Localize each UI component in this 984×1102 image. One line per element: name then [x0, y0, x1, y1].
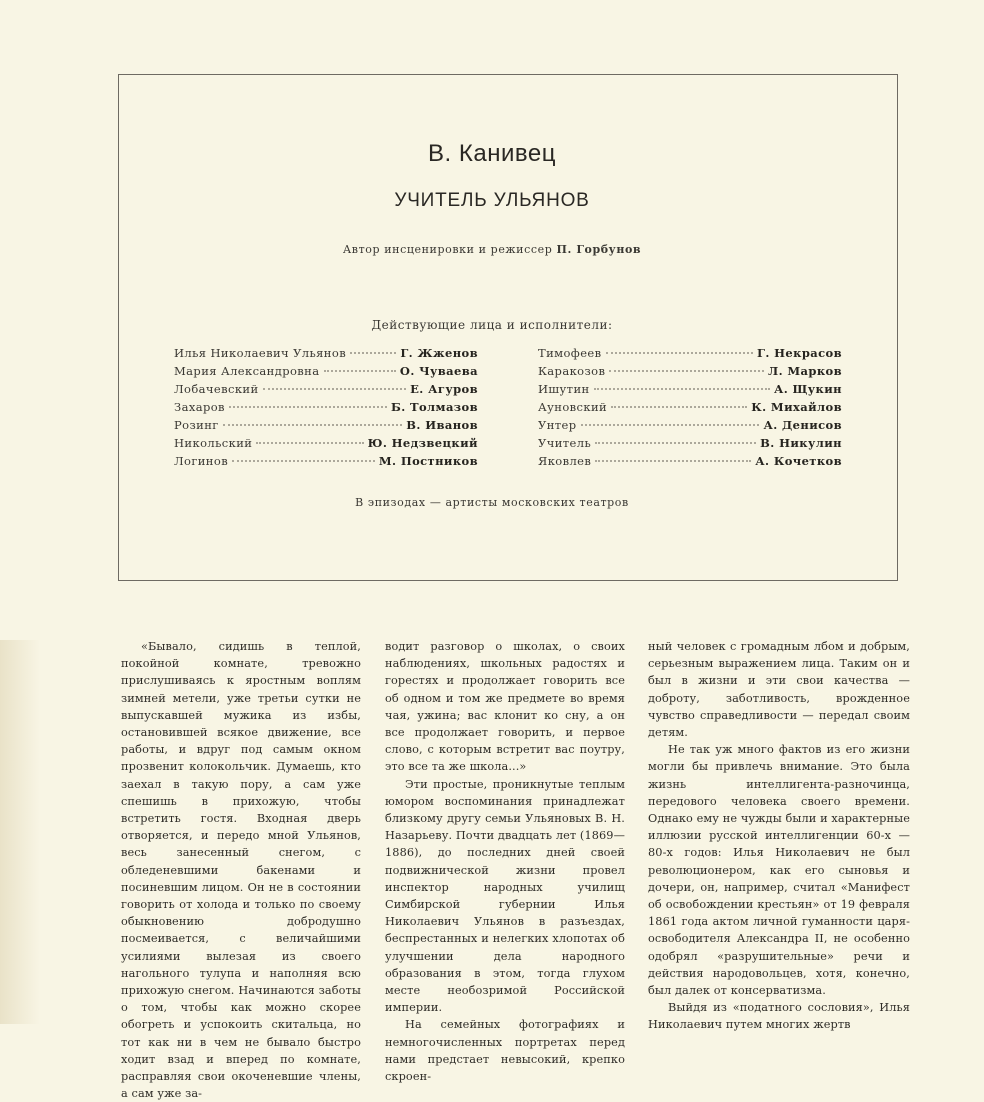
leader-dots — [581, 423, 760, 426]
author-name: В. Канивец — [428, 140, 556, 167]
leader-dots — [609, 369, 764, 372]
leader-dots — [350, 351, 396, 354]
actor: О. Чуваева — [399, 364, 478, 378]
cast-row — [538, 418, 842, 436]
article-column-2 — [385, 638, 625, 1085]
actor: К. Михайлов — [751, 400, 842, 414]
actor: М. Постников — [378, 454, 478, 468]
leader-dots — [223, 423, 403, 426]
leader-dots — [594, 387, 770, 390]
role: Логинов — [174, 454, 229, 468]
actor: Л. Марков — [768, 364, 842, 378]
actor: Е. Агуров — [410, 382, 478, 396]
leader-dots — [595, 459, 751, 462]
cast-row — [174, 400, 478, 418]
leader-dots — [232, 459, 375, 462]
actor: Б. Толмазов — [390, 400, 478, 414]
cast-row — [538, 400, 842, 418]
director-label: Автор инсценировки и режиссер — [342, 243, 553, 256]
article-paragraph: На семейных фотографиях и немногочисленных портретах перед нами предстает невысокий, крепко скроен- — [385, 1018, 625, 1084]
actor: А. Кочетков — [755, 454, 842, 468]
role: Ишутин — [538, 382, 590, 396]
cast-row — [174, 418, 478, 436]
role: Яковлев — [538, 454, 592, 468]
role: Илья Николаевич Ульянов — [174, 346, 347, 360]
cast-row — [538, 382, 842, 400]
cast-list-right — [538, 346, 842, 472]
role: Унтер — [538, 418, 577, 432]
leader-dots — [263, 387, 407, 390]
leader-dots — [256, 441, 363, 444]
article-paragraph: ный человек с громадным лбом и добрым, серьезным выражением лица. Таким он и был в жизни и эти свои качества — доброту, заботливость, врожденное чувство справедливости — передал своим детям. — [648, 640, 910, 740]
article-paragraph: Выйдя из «податного сословия», Илья Николаевич путем многих жертв — [648, 1001, 910, 1032]
cast-row — [538, 364, 842, 382]
article-column-3 — [648, 638, 910, 1034]
actor: В. Никулин — [760, 436, 842, 450]
cast-row — [174, 364, 478, 382]
article-paragraph: Эти простые, проникнутые теплым юмором воспоминания принадлежат близкому другу семьи Ульяновых В. Н. Назарьеву. Почти двадцать лет (1869—1886), до последних дней своей подвижнической жизни провел инспектор народных училищ Симбирской губернии Илья Николаевич Ульянов в разъездах, беспрестанных и нелегких хлопотах об улучшении дела народного образования в этом, тогда глухом месте необозримой Российской империи. — [385, 777, 625, 1015]
role: Учитель — [538, 436, 592, 450]
actor: А. Щукин — [773, 382, 842, 396]
leader-dots — [611, 405, 747, 408]
cast-row — [174, 454, 478, 472]
role: Лобачевский — [174, 382, 259, 396]
cast-row — [538, 454, 842, 472]
actor: Г. Некрасов — [757, 346, 842, 360]
cast-list-left — [174, 346, 478, 472]
leader-dots — [229, 405, 387, 408]
actor: Г. Жженов — [400, 346, 478, 360]
article-column-1 — [121, 638, 361, 1102]
cast-row — [174, 382, 478, 400]
actor: А. Денисов — [763, 418, 842, 432]
role: Ауновский — [538, 400, 608, 414]
actor: В. Иванов — [406, 418, 478, 432]
episodes-note: В эпизодах — артисты московских театров — [355, 496, 629, 509]
actor: Ю. Недзвецкий — [367, 436, 478, 450]
role: Каракозов — [538, 364, 606, 378]
article-paragraph: Не так уж много фактов из его жизни могли бы привлечь внимание. Это была жизнь интеллигента-разночинца, передового человека своего времени. Однако ему не чужды были и характерные иллюзии русской интеллигенции 60-х — 80-х годов: Илья Николаевич не был революционером, как его сыновья и дочери, он, например, считал «Манифест об освобождении крестьян» от 19 февраля 1861 года актом личной гуманности царя-освободителя Александра II, не особенно одобрял «разрушительные» речи и действия народовольцев, хотя, конечно, был далек от консерватизма. — [648, 743, 911, 998]
article-paragraph: водит разговор о школах, о своих наблюдениях, школьных радостях и горестях и продолжает говорить все об одном и том же предмете во время чая, ужина; вас клонит ко сну, а он все продолжает говорить, и первое слово, с которым встретит вас поутру, это все та же школа...» — [385, 640, 625, 774]
cast-row — [538, 436, 842, 454]
cast-heading: Действующие лица и исполнители: — [371, 318, 613, 332]
cast-row — [174, 436, 478, 454]
role: Никольский — [174, 436, 253, 450]
role: Розинг — [174, 418, 219, 432]
paper-stain — [0, 640, 40, 1024]
role: Захаров — [174, 400, 225, 414]
role: Тимофеев — [538, 346, 602, 360]
leader-dots — [324, 369, 396, 372]
article-paragraph: «Бывало, сидишь в теплой, покойной комнате, тревожно прислушиваясь к яростным воплям зимней метели, уже третьи сутки не выпускавшей мужика из избы, остановившей всякое движение, все работы, и вдруг под самым окном прозвенит колокольчик. Думаешь, кто заехал в такую пору, а сам уже спешишь в прихожую, чтобы встретить гостя. Входная дверь отворяется, и передо мной Ульянов, весь занесенный снегом, с обледеневшими бакенами и посиневшим лицом. Он не в состоянии говорить от холода и только по своему обыкновению добродушно посмеивается, с величайшими усилиями вылезая из своего нагольного тулупа и наполняя всю прихожую снегом. Начинаются заботы о том, чтобы как можно скорее обогреть и успокоить скитальца, но тот как ни в чем не бывало быстро ходит взад и вперед по комнате, расправляя свои окоченевшие члены, а сам уже за- — [121, 640, 361, 1101]
director-name: П. Горбунов — [556, 243, 642, 256]
cast-row — [174, 346, 478, 364]
cast-row — [538, 346, 842, 364]
role: Мария Александровна — [174, 364, 320, 378]
director-credit — [0, 243, 984, 256]
leader-dots — [606, 351, 754, 354]
leader-dots — [595, 441, 756, 444]
play-title: УЧИТЕЛЬ УЛЬЯНОВ — [394, 190, 590, 211]
